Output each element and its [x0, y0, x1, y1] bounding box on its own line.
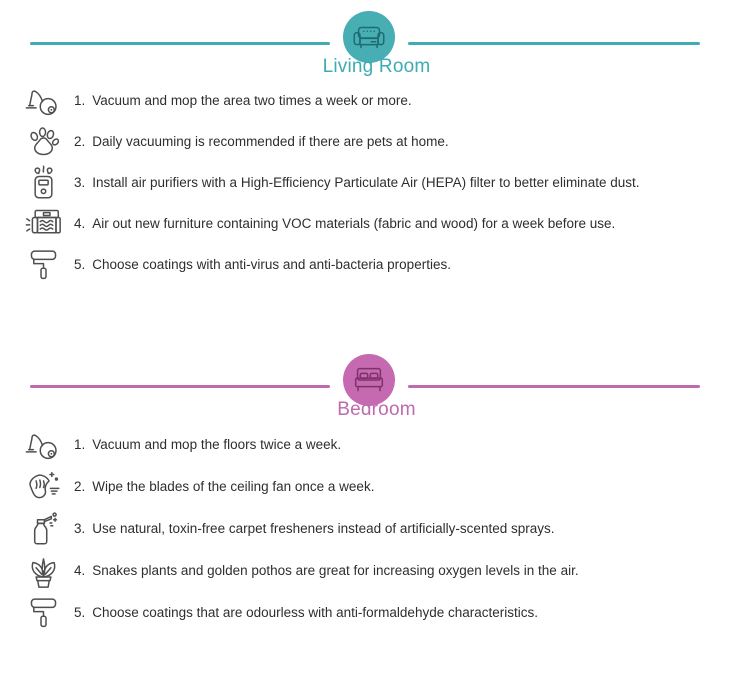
tip-text: 3. Install air purifiers with a High-Efficiency Particulate Air (HEPA) filter to better eliminate dust. — [74, 175, 640, 190]
bed-icon — [350, 361, 388, 399]
paint-roller-icon — [22, 246, 64, 283]
section-bedroom — [0, 343, 753, 633]
plant-icon — [22, 552, 64, 589]
tip-row — [0, 423, 753, 465]
tip-text: 1. Vacuum and mop the area two times a week or more. — [74, 93, 412, 108]
tip-text: 5. Choose coatings that are odourless with anti-formaldehyde characteristics. — [74, 604, 538, 620]
paint-roller-icon — [22, 594, 64, 631]
tip-row — [0, 591, 753, 633]
vacuum-cleaner-icon — [22, 82, 64, 119]
section-living-room — [0, 0, 753, 285]
tip-text: 4. Air out new furniture containing VOC materials (fabric and wood) for a week before use. — [74, 216, 616, 231]
tip-text: 4. Snakes plants and golden pothos are great for increasing oxygen levels in the air. — [74, 562, 579, 578]
tip-row — [0, 162, 753, 203]
bedroom-header — [0, 343, 753, 423]
tip-row — [0, 80, 753, 121]
divider-line — [30, 385, 330, 388]
tip-row — [0, 507, 753, 549]
vacuum-cleaner-icon — [22, 426, 64, 463]
living-room-header — [0, 0, 753, 80]
sofa-icon — [350, 18, 388, 56]
bedroom-title: Bedroom — [337, 399, 416, 420]
divider-line — [30, 42, 330, 45]
divider-line — [408, 385, 700, 388]
living-room-title: Living Room — [322, 56, 431, 77]
paw-print-icon — [22, 123, 64, 160]
tip-row — [0, 549, 753, 591]
tip-text: 1. Vacuum and mop the floors twice a week. — [74, 436, 342, 452]
tip-row — [0, 203, 753, 244]
furniture-airing-icon — [22, 205, 64, 242]
tip-row — [0, 244, 753, 285]
divider-line — [408, 42, 700, 45]
tip-text: 3. Use natural, toxin-free carpet fresheners instead of artificially-scented sprays. — [74, 520, 555, 536]
air-purifier-icon — [22, 164, 64, 201]
tip-row — [0, 465, 753, 507]
tip-row — [0, 121, 753, 162]
bedroom-tips — [0, 423, 753, 633]
tip-text: 5. Choose coatings with anti-virus and anti-bacteria properties. — [74, 257, 451, 272]
tip-text: 2. Daily vacuuming is recommended if there are pets at home. — [74, 134, 449, 149]
spray-bottle-icon — [22, 510, 64, 547]
tip-text: 2. Wipe the blades of the ceiling fan once a week. — [74, 478, 375, 494]
living-room-tips — [0, 80, 753, 285]
wipe-cloth-icon — [22, 468, 64, 505]
